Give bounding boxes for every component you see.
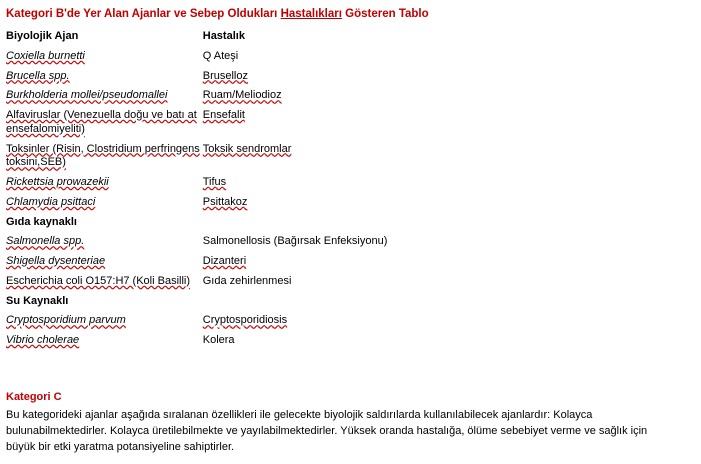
table-header-row <box>6 27 566 47</box>
disease-cell: Dizanteri <box>202 255 247 267</box>
section-heading-empty <box>203 292 566 312</box>
disease-cell: Tifus <box>202 176 227 188</box>
table-row <box>6 252 566 272</box>
disease-cell: Q Ateşi <box>202 49 239 62</box>
disease-cell: Psittakoz <box>202 195 248 208</box>
disease-cell: Gıda zehirlenmesi <box>202 274 292 287</box>
disease-cell: Ensefalit <box>202 109 245 121</box>
agent-cell: Vibrio cholerae <box>6 334 80 346</box>
disease-cell: Ruam/Meliodioz <box>202 89 282 102</box>
table-section-row <box>6 292 566 312</box>
column-header-agent: Biyolojik Ajan <box>6 30 79 42</box>
section-heading-foodborne: Gıda kaynaklı <box>6 215 77 228</box>
column-header-disease: Hastalık <box>202 30 245 42</box>
table-row <box>6 173 566 193</box>
table-row <box>6 47 566 67</box>
table-row <box>6 106 566 140</box>
agent-cell: Alfaviruslar (Venezuella doğu ve batı at ensefalomiyeliti) <box>6 109 197 135</box>
agent-cell: Brucella spp. <box>6 69 70 82</box>
agent-cell: Escherichia coli O157:H7 (Koli Basilli) <box>6 274 191 287</box>
table-row <box>6 331 566 351</box>
disease-cell: Bruselloz <box>202 69 248 82</box>
table-row <box>6 67 566 87</box>
document-title-part-1: Kategori B'de Yer Alan Ajanlar ve Sebep Oldukları <box>6 8 281 20</box>
disease-cell: Toksik sendromlar <box>202 142 292 155</box>
table-row <box>6 232 566 252</box>
disease-cell: Salmonellosis (Bağırsak Enfeksiyonu) <box>202 235 388 248</box>
agent-cell: Chlamydia psittaci <box>6 195 96 208</box>
biological-agents-table <box>6 27 566 351</box>
agent-cell: Toksinler (Risin, Clostridium perfringens toksini,SEB) <box>6 142 200 169</box>
table-row <box>6 86 566 106</box>
table-row <box>6 311 566 331</box>
table-row <box>6 272 566 292</box>
document-title <box>6 8 429 20</box>
agent-cell: Coxiella burnetti <box>6 49 85 62</box>
agent-cell: Burkholderia mollei/pseudomallei <box>6 89 168 102</box>
table-row <box>6 193 566 213</box>
section-heading-empty <box>203 213 566 233</box>
section-heading-waterborne: Su Kaynaklı <box>6 294 69 307</box>
table-row <box>6 140 566 174</box>
kategori-c-heading: Kategori C <box>6 391 62 403</box>
kategori-c-paragraph: Bu kategorideki ajanlar aşağıda sıralanan özellikleri ile gelecekte biyolojik saldırılarda kullanılabilecek ajanlardır: Kolayca bulunabilmektedirler. Kolayca üretilebilmekte ve yayılabilmektedirler. Yüksek oranda hastalığa, ölüme sebebiyet verme ve sağlık için büyük bir etki yaratma potansiyeline sahiptirler. <box>6 409 648 453</box>
agent-cell: Shigella dysenteriae <box>6 255 106 267</box>
disease-cell: Cryptosporidiosis <box>202 314 288 327</box>
table-section-row <box>6 213 566 233</box>
document-title-part-2: Hastalıkları <box>280 8 342 20</box>
agent-cell: Salmonella spp. <box>6 235 85 248</box>
disease-cell: Kolera <box>202 334 235 346</box>
document-title-part-3: Gösteren Tablo <box>341 8 429 20</box>
agent-cell: Cryptosporidium parvum <box>6 314 126 327</box>
agent-cell: Rickettsia prowazekii <box>6 176 109 188</box>
